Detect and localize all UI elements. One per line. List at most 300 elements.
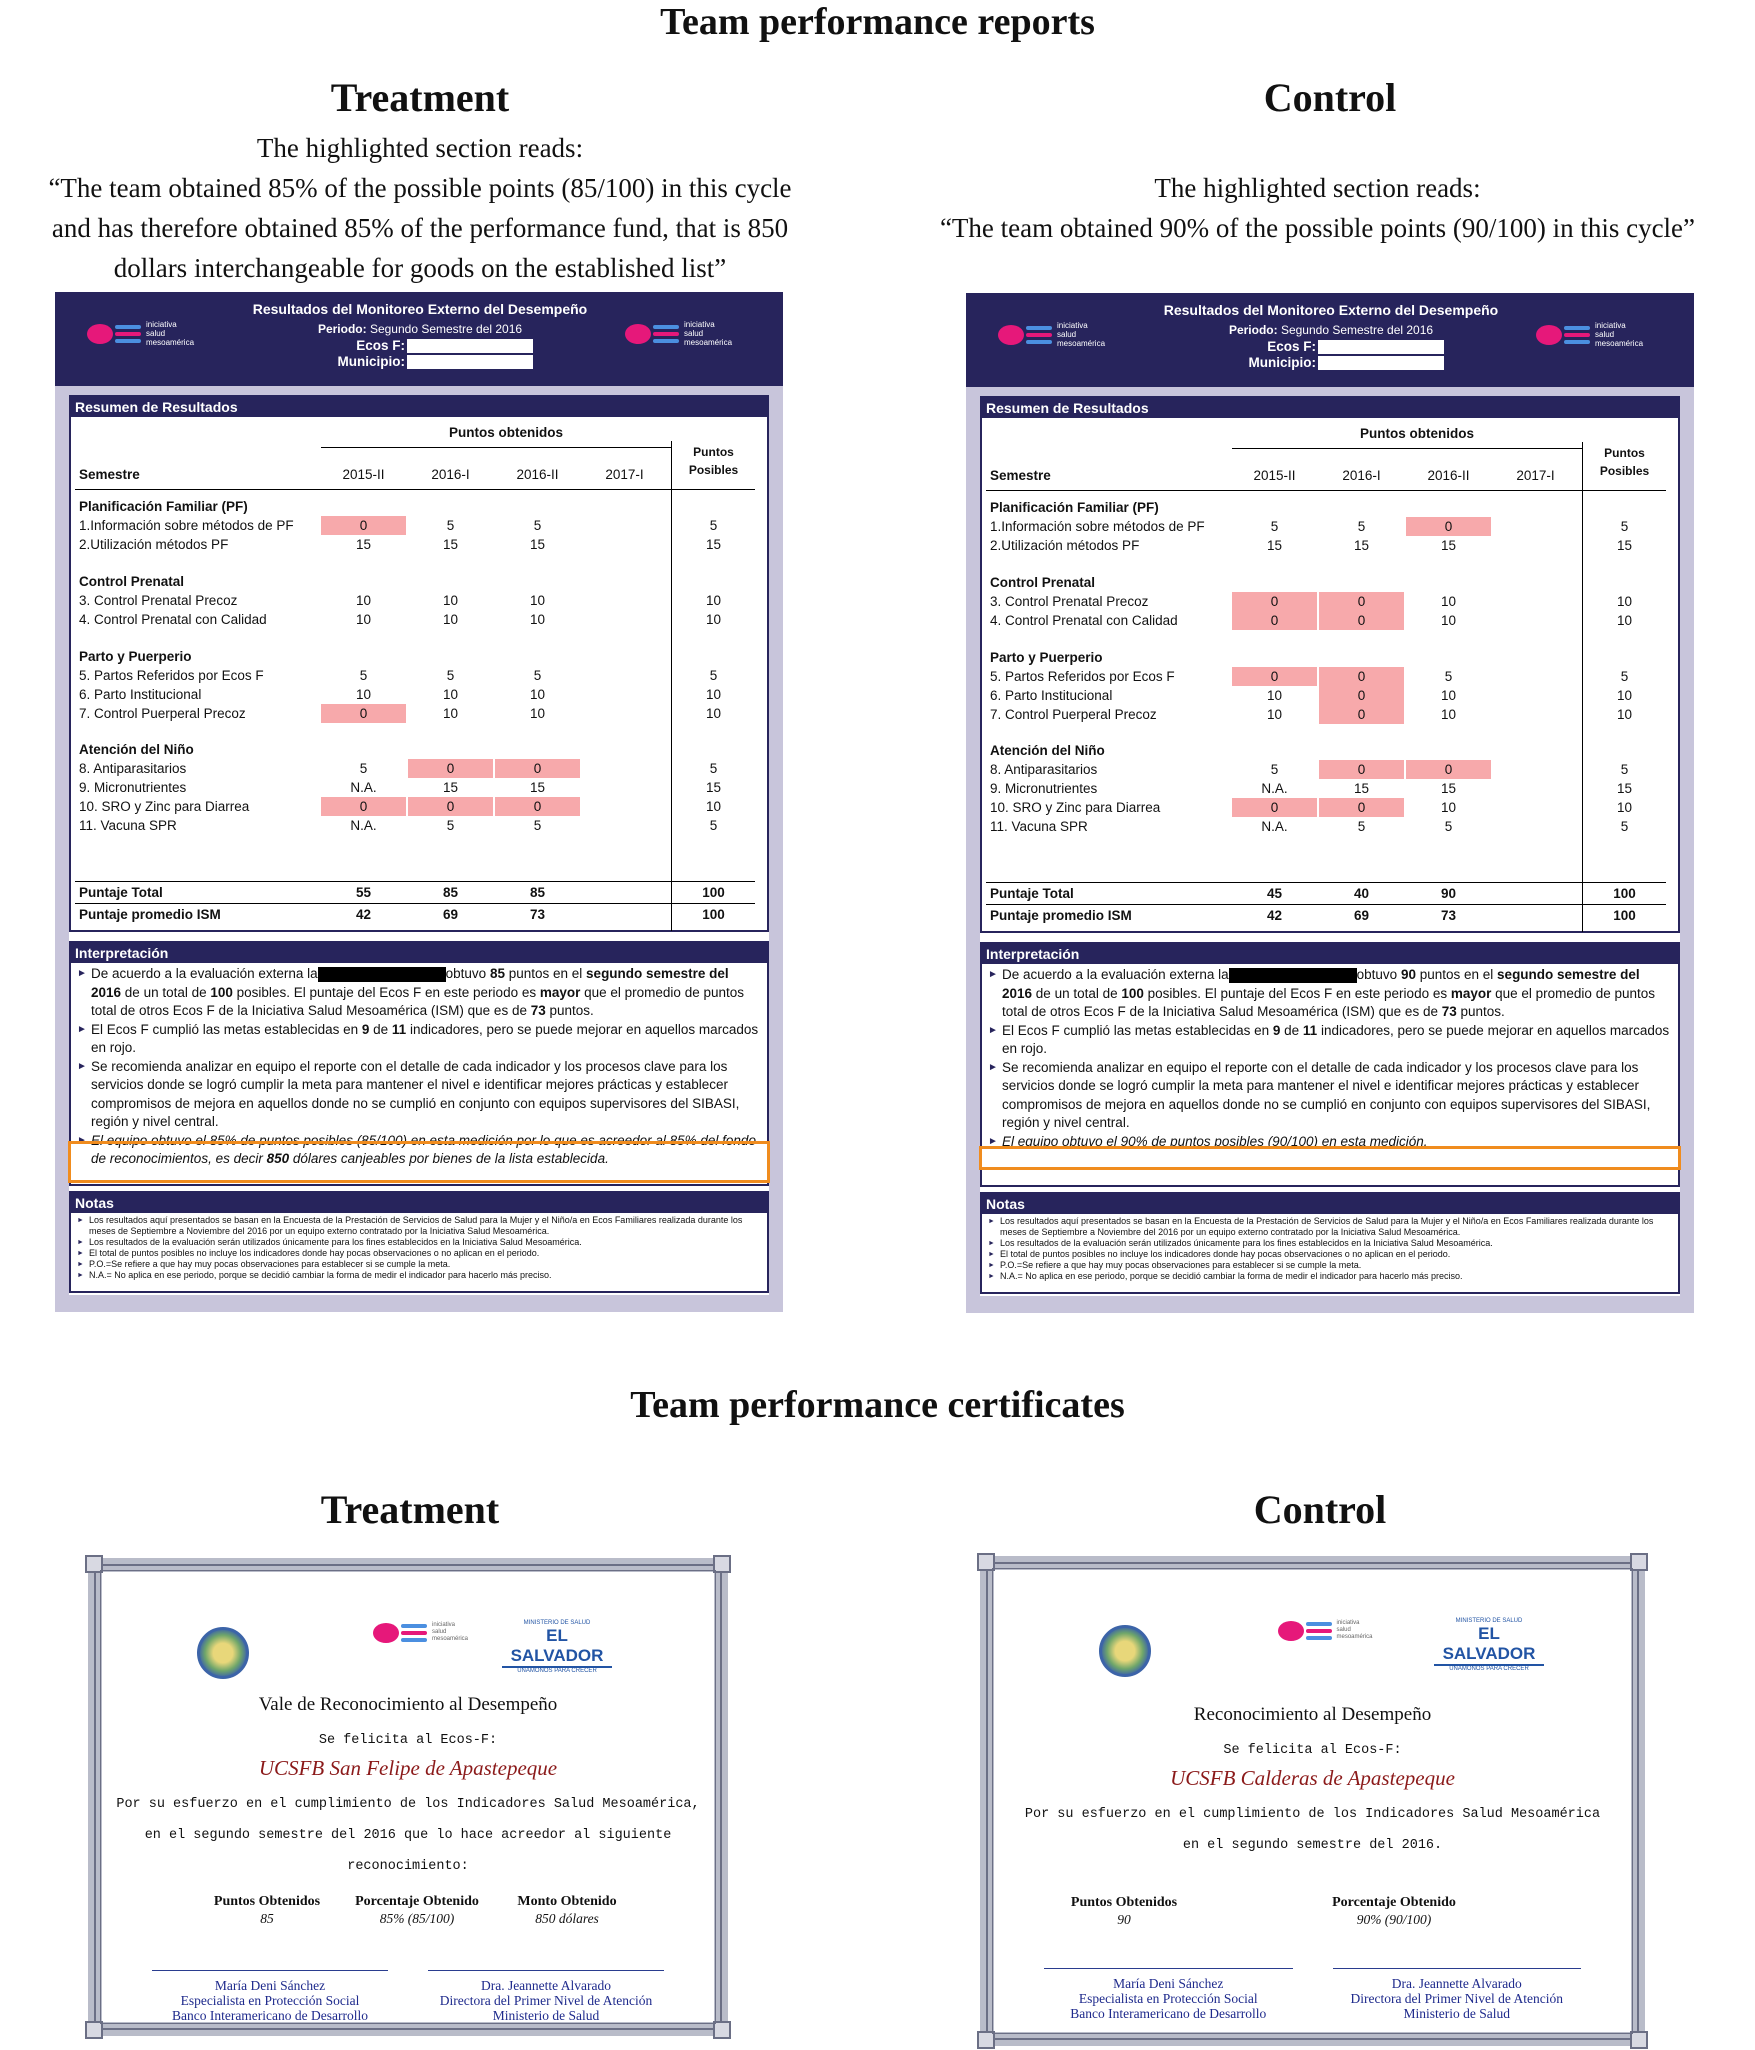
indicator-value: 0	[1232, 798, 1317, 817]
indicator-value: 0	[1319, 686, 1404, 705]
treatment-certificate	[88, 1558, 728, 2036]
corner-ornament	[977, 2031, 995, 2049]
corner-ornament	[1630, 1553, 1648, 1571]
indicator-row	[982, 817, 1672, 836]
indicator-value: 10	[355, 593, 372, 608]
highlight-box	[68, 1141, 770, 1183]
note-item: ► Los resultados de la evaluación serán utilizados únicamente para los fines establecidos en la Iniciativa Salud Mesoamérica.	[77, 1237, 761, 1248]
logo-circle-icon	[373, 1623, 399, 1643]
indicator-value: 5	[359, 668, 368, 683]
indicator-row	[982, 517, 1672, 536]
coat-of-arms-seal	[197, 1627, 249, 1679]
ism-logo	[87, 320, 194, 347]
semester-header: 2016-II	[1427, 468, 1470, 483]
indicator-row	[982, 536, 1672, 555]
indicator-label: 11. Vacuna SPR	[990, 819, 1088, 834]
possible-value: 10	[705, 612, 722, 627]
ism-logo-icon	[998, 325, 1052, 345]
indicator-value: 10	[1440, 800, 1457, 815]
puntos-posibles-label: Puntos Posibles	[1599, 446, 1650, 478]
semester-header: 2015-II	[1253, 468, 1296, 483]
indicator-row	[71, 759, 761, 778]
logo-text: iniciativa salud mesoamérica	[432, 1622, 469, 1642]
row-value: 69	[442, 907, 459, 922]
signature-block: Dra. Jeannette Alvarado Directora del Primer Nivel de Atención Ministerio de Salud	[439, 1978, 653, 2023]
header-line	[1232, 448, 1582, 449]
group-label: Atención del Niño	[79, 742, 194, 757]
semester-header: 2017-I	[1516, 468, 1555, 483]
stat-value: 90% (90/100)	[1356, 1912, 1432, 1927]
possible-value: 15	[705, 780, 722, 795]
report-period: Periodo: Segundo Semestre del 2016	[1228, 323, 1434, 337]
summary-table	[982, 418, 1678, 932]
logo-stripes-icon	[1564, 326, 1590, 344]
indicator-value: 10	[1440, 707, 1457, 722]
ism-logo-icon	[373, 1623, 427, 1643]
row-label: Puntaje Total	[990, 886, 1074, 901]
puntos-obtenidos-label: Puntos obtenidos	[1360, 426, 1474, 441]
stat-label: Puntos Obtenidos	[213, 1894, 321, 1909]
interp-bullet: ► El Ecos F cumplió las metas establecidas en 9 de 11 indicadores, pero se puede mejorar en aquellos marcados en rojo.	[988, 1022, 1672, 1059]
indicator-row	[71, 685, 761, 704]
indicator-value: 10	[1266, 707, 1283, 722]
indicator-row	[71, 610, 761, 629]
interpretation-title: Interpretación	[71, 943, 767, 963]
report-header	[55, 292, 783, 386]
interp-bullet: ► Se recomienda analizar en equipo el reporte con el detalle de cada indicador y los procesos clave para los servicios donde se logró cumplir la meta para mantener el nivel e identificar mejores prácticas y establecer compromisos de mejora en aquellos donde no se cumplió en conjunto con equipos supervisores del SIBASI, región y nivel central.	[988, 1059, 1672, 1133]
indicator-value: 5	[1270, 762, 1279, 777]
header-underline	[75, 489, 755, 490]
indicator-label: 10. SRO y Zinc para Diarrea	[990, 800, 1161, 815]
signature-block: María Deni Sánchez Especialista en Protección Social Banco Interamericano de Desarrollo	[1070, 1976, 1267, 2021]
indicator-value: 0	[1319, 760, 1404, 779]
row-possible: 100	[702, 885, 725, 900]
redacted-field	[1318, 340, 1444, 354]
note-item: ► N.A.= No aplica en ese periodo, porque se decidió cambiar la forma de medir el indicador para hacerlo más preciso.	[77, 1270, 761, 1281]
indicator-row	[71, 535, 761, 554]
control-label: Control	[1263, 75, 1397, 120]
group-heading	[71, 497, 761, 516]
signature-line	[1333, 1968, 1582, 1969]
possible-value: 15	[1616, 781, 1633, 796]
row-possible: 100	[702, 907, 725, 922]
indicator-value: 10	[1266, 688, 1283, 703]
minsal-logo: MINISTERIO DE SALUD EL SALVADOR UNÁMONOS PARA CRECER	[502, 1620, 612, 1674]
possible-value: 10	[705, 706, 722, 721]
signature-line	[428, 1970, 664, 1971]
indicator-value: 5	[359, 761, 368, 776]
indicator-value: 5	[1357, 819, 1366, 834]
treatment-label: Treatment	[330, 75, 510, 120]
desc-line: “The team obtained 85% of the possible points (85/100) in this cycle	[48, 173, 792, 203]
possible-value: 10	[1616, 707, 1633, 722]
control-cert-label: Control	[1253, 1487, 1387, 1532]
note-item: ► El total de puntos posibles no incluye los indicadores donde hay pocas observaciones o no aplican en el periodo.	[988, 1249, 1672, 1260]
logo-stripes-icon	[1026, 326, 1052, 344]
felicita-line: Se felicita al Ecos-F:	[1223, 1743, 1402, 1758]
possible-value: 10	[705, 799, 722, 814]
indicator-row	[71, 591, 761, 610]
logo-text: iniciativa salud mesoamérica	[1595, 321, 1644, 348]
possible-value: 5	[709, 818, 718, 833]
possible-value: 5	[1620, 519, 1629, 534]
report-municipio: Municipio:	[1248, 355, 1316, 370]
indicator-label: 6. Parto Institucional	[990, 688, 1113, 703]
indicator-row	[71, 666, 761, 685]
indicator-label: 4. Control Prenatal con Calidad	[990, 613, 1178, 628]
indicator-value: 15	[1353, 538, 1370, 553]
certificate-title: Reconocimiento al Desempeño	[1193, 1704, 1432, 1725]
indicator-label: 2.Utilización métodos PF	[79, 537, 229, 552]
indicator-value: 0	[1319, 705, 1404, 724]
group-heading	[71, 572, 761, 591]
puntos-obtenidos-label: Puntos obtenidos	[449, 425, 563, 440]
report-municipio: Municipio:	[337, 354, 405, 369]
row-value: 85	[529, 885, 546, 900]
indicator-value: 15	[355, 537, 372, 552]
indicator-value: 15	[1440, 781, 1457, 796]
indicator-row	[982, 705, 1672, 724]
indicator-value: 5	[1357, 519, 1366, 534]
felicita-line: Se felicita al Ecos-F:	[318, 1733, 498, 1748]
possible-value: 10	[1616, 688, 1633, 703]
indicator-row	[982, 798, 1672, 817]
ism-logo	[998, 321, 1105, 348]
group-label: Control Prenatal	[990, 575, 1096, 590]
group-label: Atención del Niño	[990, 743, 1105, 758]
possible-value: 5	[1620, 819, 1629, 834]
indicator-label: 5. Partos Referidos por Ecos F	[990, 669, 1175, 684]
semester-header: 2016-I	[431, 467, 470, 482]
stat-value: 85% (85/100)	[379, 1911, 455, 1926]
treatment-report	[55, 292, 783, 1312]
ism-logo	[1278, 1620, 1373, 1641]
indicator-value: 5	[446, 818, 455, 833]
logo-text: iniciativa salud mesoamérica	[1336, 1620, 1373, 1640]
group-label: Parto y Puerperio	[990, 650, 1103, 665]
possible-value: 5	[709, 518, 718, 533]
indicator-value: N.A.	[1261, 819, 1288, 834]
indicator-value: 5	[533, 668, 542, 683]
desc-line: “The team obtained 90% of the possible points (90/100) in this cycle”	[939, 213, 1696, 243]
indicator-value: 10	[529, 706, 546, 721]
indicator-value: 5	[446, 668, 455, 683]
indicator-value: 15	[1353, 781, 1370, 796]
ism-logo	[373, 1622, 468, 1643]
note-item: ► El total de puntos posibles no incluye los indicadores donde hay pocas observaciones o no aplican en el periodo.	[77, 1248, 761, 1259]
group-label: Planificación Familiar (PF)	[990, 500, 1159, 515]
desc-line: and has therefore obtained 85% of the performance fund, that is 850	[51, 213, 789, 243]
average-row	[982, 906, 1672, 925]
stat-value: 850 dólares	[535, 1911, 599, 1926]
indicator-value: 15	[442, 780, 459, 795]
header-line	[321, 447, 671, 448]
semester-header: 2016-I	[1342, 468, 1381, 483]
indicator-value: 15	[1440, 538, 1457, 553]
indicator-value: 10	[442, 612, 459, 627]
notes-title: Notas	[982, 1194, 1678, 1214]
control-report	[966, 293, 1694, 1313]
indicator-value: 5	[533, 818, 542, 833]
corner-ornament	[713, 2021, 731, 2039]
stat-value: 85	[260, 1911, 274, 1926]
treatment-cert-label: Treatment	[320, 1487, 500, 1532]
redacted-name	[318, 967, 446, 982]
total-line	[75, 881, 755, 882]
indicator-value: 10	[529, 612, 546, 627]
row-value: 69	[1353, 908, 1370, 923]
possible-value: 5	[709, 761, 718, 776]
average-line	[75, 903, 755, 904]
indicator-label: 10. SRO y Zinc para Diarrea	[79, 799, 250, 814]
interpretation-section	[69, 941, 769, 1186]
possible-value: 10	[1616, 613, 1633, 628]
summary-title: Resumen de Resultados	[71, 397, 767, 417]
semester-header: 2015-II	[342, 467, 385, 482]
report-body	[980, 396, 1680, 1296]
indicator-label: 3. Control Prenatal Precoz	[79, 593, 238, 608]
indicator-value: 0	[1232, 611, 1317, 630]
note-item: ► Los resultados aquí presentados se basan en la Encuesta de la Prestación de Servicios de Salud para la Mujer y el Niño/a en Ecos Familiares realizada durante los meses de Septiembre a Noviembre del 2016 por un equipo externo contratado por la Iniciativa Salud Mesoamérica.	[77, 1215, 761, 1237]
redacted-field	[407, 355, 533, 369]
indicator-label: 9. Micronutrientes	[79, 780, 187, 795]
indicator-value: 10	[1440, 688, 1457, 703]
interpretation-title: Interpretación	[982, 944, 1678, 964]
indicator-value: N.A.	[1261, 781, 1288, 796]
logo-stripes-icon	[115, 325, 141, 343]
coat-of-arms-seal	[1099, 1625, 1151, 1677]
indicator-value: 0	[1319, 592, 1404, 611]
indicator-label: 11. Vacuna SPR	[79, 818, 177, 833]
total-row	[982, 884, 1672, 903]
indicator-label: 6. Parto Institucional	[79, 687, 202, 702]
indicator-label: 3. Control Prenatal Precoz	[990, 594, 1149, 609]
row-value: 90	[1440, 886, 1457, 901]
minsal-logo: MINISTERIO DE SALUD EL SALVADOR UNÁMONOS PARA CRECER	[1434, 1618, 1544, 1672]
interp-bullet: ► El Ecos F cumplió las metas establecidas en 9 de 11 indicadores, pero se puede mejorar en aquellos marcados en rojo.	[77, 1021, 761, 1058]
group-heading	[982, 573, 1672, 592]
row-value: 85	[442, 885, 459, 900]
indicator-value: 10	[355, 612, 372, 627]
control-description	[880, 168, 1755, 248]
row-value: 45	[1266, 886, 1283, 901]
indicator-value: 0	[495, 759, 580, 778]
indicator-value: 0	[1232, 592, 1317, 611]
semestre-label: Semestre	[990, 468, 1051, 483]
indicator-value: 10	[442, 593, 459, 608]
row-label: Puntaje promedio ISM	[79, 907, 221, 922]
body-line: en el segundo semestre del 2016 que lo hace acreedor al siguiente	[144, 1828, 672, 1843]
indicator-value: 10	[1440, 594, 1457, 609]
row-value: 55	[355, 885, 372, 900]
row-value: 42	[1266, 908, 1283, 923]
indicator-value: 5	[533, 518, 542, 533]
indicator-row	[71, 516, 761, 535]
indicator-value: 15	[1266, 538, 1283, 553]
corner-ornament	[85, 1555, 103, 1573]
indicator-value: 0	[321, 516, 406, 535]
row-possible: 100	[1613, 908, 1636, 923]
indicator-row	[71, 797, 761, 816]
corner-ornament	[977, 1553, 995, 1571]
indicator-row	[982, 667, 1672, 686]
notes-text	[982, 1214, 1678, 1284]
indicator-label: 9. Micronutrientes	[990, 781, 1098, 796]
signature-block: María Deni Sánchez Especialista en Protección Social Banco Interamericano de Desarrollo	[171, 1978, 369, 2023]
indicator-label: 8. Antiparasitarios	[990, 762, 1098, 777]
redacted-name	[1229, 968, 1357, 983]
report-period: Periodo: Segundo Semestre del 2016	[317, 322, 523, 336]
possible-value: 10	[1616, 800, 1633, 815]
indicator-value: 15	[529, 780, 546, 795]
note-item: ► Los resultados aquí presentados se basan en la Encuesta de la Prestación de Servicios de Salud para la Mujer y el Niño/a en Ecos Familiares realizada durante los meses de Septiembre a Noviembre del 2016 por un equipo externo contratado por la Iniciativa Salud Mesoamérica.	[988, 1216, 1672, 1238]
notes-title: Notas	[71, 1193, 767, 1213]
indicator-value: 0	[321, 704, 406, 723]
indicator-value: 5	[1270, 519, 1279, 534]
indicator-value: 0	[495, 797, 580, 816]
indicator-row	[71, 704, 761, 723]
stat-label: Porcentaje Obtenido	[1332, 1895, 1456, 1910]
certificate-title: Vale de Reconocimiento al Desempeño	[258, 1694, 558, 1715]
corner-ornament	[713, 1555, 731, 1573]
group-heading	[71, 740, 761, 759]
reports-title: Team performance reports	[660, 1, 1095, 43]
possible-value: 15	[1616, 538, 1633, 553]
interpretation-text	[71, 963, 767, 1169]
row-value: 73	[529, 907, 546, 922]
group-heading	[71, 647, 761, 666]
semestre-label: Semestre	[79, 467, 140, 482]
row-label: Puntaje Total	[79, 885, 163, 900]
body-line: reconocimiento:	[347, 1859, 469, 1874]
stat-label: Puntos Obtenidos	[1070, 1895, 1178, 1910]
desc-line: dollars interchangeable for goods on the established list”	[113, 253, 727, 283]
team-name: UCSFB San Felipe de Apastepeque	[258, 1756, 558, 1780]
logo-circle-icon	[87, 324, 113, 344]
possible-value: 5	[709, 668, 718, 683]
indicator-value: 0	[1406, 760, 1491, 779]
logo-text: iniciativa salud mesoamérica	[146, 320, 195, 347]
summary-title: Resumen de Resultados	[982, 398, 1678, 418]
indicator-row	[71, 778, 761, 797]
row-value: 42	[355, 907, 372, 922]
indicator-label: 7. Control Puerperal Precoz	[79, 706, 246, 721]
indicator-row	[982, 760, 1672, 779]
indicator-value: 0	[408, 797, 493, 816]
stat-value: 90	[1117, 1912, 1131, 1927]
corner-ornament	[85, 2021, 103, 2039]
interpretation-section	[980, 942, 1680, 1187]
indicator-value: 10	[1440, 613, 1457, 628]
note-item: ► N.A.= No aplica en ese periodo, porque se decidió cambiar la forma de medir el indicador para hacerlo más preciso.	[988, 1271, 1672, 1282]
interp-highlight-bullet: ► El equipo obtuvo el 90% de puntos posibles (90/100) en esta medición.	[988, 1133, 1672, 1152]
redacted-field	[1318, 356, 1444, 370]
report-body	[69, 395, 769, 1295]
indicator-value: 15	[529, 537, 546, 552]
indicator-value: 15	[442, 537, 459, 552]
indicator-row	[71, 816, 761, 835]
indicator-value: 0	[1406, 517, 1491, 536]
report-ecos: Ecos F:	[1267, 339, 1316, 354]
row-value: 73	[1440, 908, 1457, 923]
signature-line	[1044, 1968, 1293, 1969]
control-certificate	[980, 1556, 1645, 2046]
indicator-row	[982, 686, 1672, 705]
highlight-box	[979, 1146, 1681, 1170]
notes-text	[71, 1213, 767, 1283]
stat-label: Monto Obtenido	[517, 1894, 617, 1909]
logo-stripes-icon	[401, 1624, 427, 1642]
report-title: Resultados del Monitoreo Externo del Desempeño	[1163, 302, 1499, 318]
average-row	[71, 905, 761, 924]
indicator-label: 4. Control Prenatal con Calidad	[79, 612, 267, 627]
indicator-row	[982, 611, 1672, 630]
row-label: Puntaje promedio ISM	[990, 908, 1132, 923]
notes-section	[69, 1191, 769, 1293]
interp-bullet: ► De acuerdo a la evaluación externa la obtuvo 90 puntos en el segundo semestre del 2016 de un total de 100 posibles. El puntaje del Ecos F en este periodo es mayor que el promedio de puntos total de otros Ecos F de la Iniciativa Salud Mesoamérica (ISM) que es de 73 puntos.	[988, 966, 1672, 1022]
note-item: ► P.O.=Se refiere a que hay muy pocas observaciones para establecer si se cumple la meta.	[77, 1259, 761, 1270]
body-line: Por su esfuerzo en el cumplimiento de los Indicadores Salud Mesoamérica,	[116, 1797, 700, 1812]
report-header	[966, 293, 1694, 387]
indicator-value: 0	[1232, 667, 1317, 686]
total-row	[71, 883, 761, 902]
indicator-label: 2.Utilización métodos PF	[990, 538, 1140, 553]
indicator-row	[982, 592, 1672, 611]
semester-header: 2016-II	[516, 467, 559, 482]
semester-header: 2017-I	[605, 467, 644, 482]
ism-logo-icon	[1278, 1621, 1332, 1641]
indicator-label: 8. Antiparasitarios	[79, 761, 187, 776]
interp-bullet: ► De acuerdo a la evaluación externa la obtuvo 85 puntos en el segundo semestre del 2016 de un total de 100 posibles. El puntaje del Ecos F en este periodo es mayor que el promedio de puntos total de otros Ecos F de la Iniciativa Salud Mesoamérica (ISM) que es de 73 puntos.	[77, 965, 761, 1021]
interpretation-text	[982, 964, 1678, 1151]
logo-circle-icon	[1278, 1621, 1304, 1641]
indicator-value: 10	[442, 706, 459, 721]
interp-highlight-bullet: ► El equipo obtuvo el 85% de puntos posibles (85/100) en esta medición por lo que es acreedor al 85% del fondo de reconocimientos, es decir 850 dólares canjeables por bienes de la lista establecida.	[77, 1132, 761, 1169]
desc-line: The highlighted section reads:	[1154, 173, 1481, 203]
possible-value: 5	[1620, 669, 1629, 684]
signature-line	[152, 1970, 388, 1971]
row-value: 40	[1353, 886, 1370, 901]
possible-value: 5	[1620, 762, 1629, 777]
desc-line: The highlighted section reads:	[256, 133, 584, 163]
indicator-value: 0	[1319, 611, 1404, 630]
group-heading	[982, 498, 1672, 517]
indicator-row	[982, 779, 1672, 798]
summary-section	[980, 396, 1680, 933]
ism-logo	[625, 320, 732, 347]
summary-table	[71, 417, 767, 931]
summary-section	[69, 395, 769, 932]
indicator-value: 10	[355, 687, 372, 702]
report-ecos: Ecos F:	[356, 338, 405, 353]
indicator-value: 10	[442, 687, 459, 702]
indicator-label: 7. Control Puerperal Precoz	[990, 707, 1157, 722]
certificates-title: Team performance certificates	[630, 1384, 1125, 1426]
group-label: Control Prenatal	[79, 574, 185, 589]
logo-text: iniciativa salud mesoamérica	[1057, 321, 1106, 348]
average-line	[986, 904, 1666, 905]
indicator-value: 0	[1319, 667, 1404, 686]
puntos-posibles-label: Puntos Posibles	[688, 445, 739, 477]
corner-ornament	[1630, 2031, 1648, 2049]
notes-section	[980, 1192, 1680, 1294]
note-item: ► P.O.=Se refiere a que hay muy pocas observaciones para establecer si se cumple la meta.	[988, 1260, 1672, 1271]
group-heading	[982, 741, 1672, 760]
ism-logo-icon	[87, 324, 141, 344]
logo-text: iniciativa salud mesoamérica	[684, 320, 733, 347]
indicator-value: 0	[408, 759, 493, 778]
possible-value: 10	[705, 687, 722, 702]
